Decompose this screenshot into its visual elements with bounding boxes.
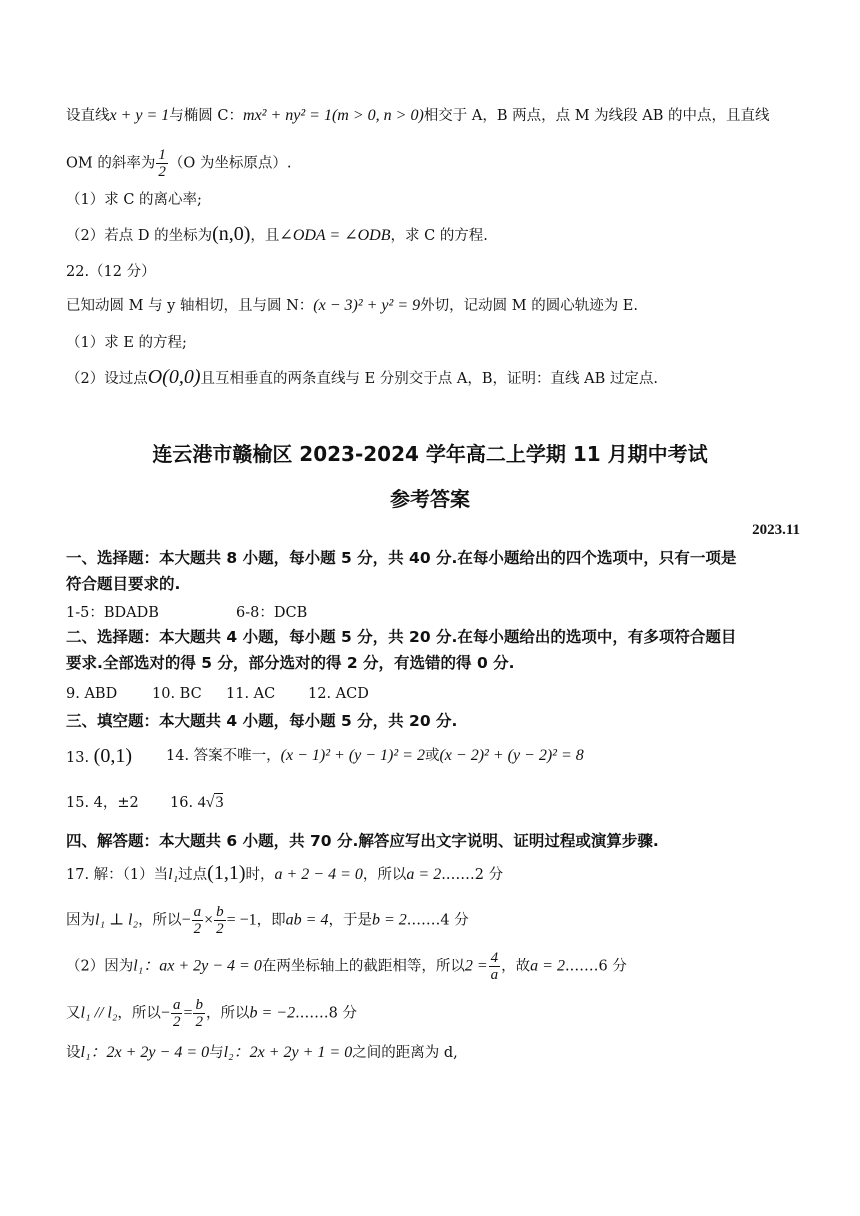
q22-part2: （2）设过点O(0,0)且互相垂直的两条直线与 E 分别交于点 A，B，证明：直线 AB 过定点. (66, 366, 658, 388)
answer-date: 2023.11 (752, 522, 800, 538)
solution-17-line1: 17. 解：（1）当l₁过点(1,1)时，a + 2 − 4 = 0，所以a = 2.……2 分 (66, 862, 504, 884)
answers-1-5: 1-5：BDADB (66, 605, 159, 621)
q22-line1: 已知动圆 M 与 y 轴相切，且与圆 N：(x − 3)² + y² = 9外切，记动圆 M 的圆心轨迹为 E. (66, 297, 638, 314)
text: OM 的斜率为 (66, 155, 156, 172)
section-3-heading: 三、填空题：本大题共 4 小题，每小题 5 分，共 20 分. (66, 712, 458, 730)
text: 相交于 A，B 两点，点 M 为线段 AB 的中点，且直线 (423, 108, 770, 124)
text: 设直线 (66, 108, 110, 124)
equation: (n,0) (212, 223, 251, 245)
solution-17-line3: （2）因为l₁：ax + 2y − 4 = 0在两坐标轴上的截距相等，所以2 = $\frac{4}{a}$ ，故a = 2.……6 分 (66, 950, 627, 983)
solution-17-line5: 设l₁：2x + 2y − 4 = 0与l₂：2x + 2y + 1 = 0之间的距离为 d, (66, 1044, 458, 1061)
section-1-heading: 一、选择题：本大题共 8 小题，每小题 5 分，共 40 分.在每小题给出的四个选项中，只有一项是 符合题目要求的. (66, 549, 737, 593)
answers-15-16: 15. 4，±2 16. 4√3 (66, 794, 224, 811)
q21-part2: （2）若点 D 的坐标为(n,0)，且∠ODA = ∠ODB，求 C 的方程. (66, 223, 488, 245)
answers-1-8 (66, 603, 792, 623)
answers-13-14: 13. (0,1) 14. 答案不唯一，(x − 1)² + (y − 1)² = 2或(x − 2)² + (y − 2)² = 8 (66, 745, 584, 767)
q22-title: 22.（12 分） (66, 264, 156, 280)
text: （O 为坐标原点）. (168, 155, 292, 172)
section-2-heading: 二、选择题：本大题共 4 小题，每小题 5 分，共 20 分.在每小题给出的选项中，有多项符合题目 要求.全部选对的得 5 分，部分选对的得 2 分，有选错的得 0 分. (66, 628, 737, 672)
answers-9-12 (66, 684, 792, 704)
answer-10: 10. BC (152, 686, 202, 702)
answer-16: 4√3 (197, 794, 224, 811)
answer-subtitle: 参考答案 (390, 487, 470, 511)
q21-part1: （1）求 C 的离心率; (66, 192, 202, 208)
q22-part1: （1）求 E 的方程; (66, 335, 187, 351)
fraction: $\frac{1}{2}$ (158, 147, 166, 180)
q21-line1 (66, 106, 792, 126)
section-4-heading: 四、解答题：本大题共 6 小题，共 70 分.解答应写出文字说明、证明过程或演算步骤. (66, 832, 659, 850)
solution-17-line2: 因为l₁ ⊥ l₂，所以− $\frac{a}{2}$ × $\frac{b}{2}$ = −1，即ab = 4，于是b = 2.……4 分 (66, 904, 469, 937)
answer-13: (0,1) (93, 745, 132, 767)
answer-14-eq2: (x − 2)² + (y − 2)² = 8 (439, 747, 584, 764)
answers-6-8: 6-8：DCB (236, 605, 308, 621)
solution-17-line4: 又l₁ // l₂，所以− $\frac{a}{2}$ = $\frac{b}{2}$ ，所以b = −2.……8 分 (66, 997, 358, 1030)
answer-14-eq1: (x − 1)² + (y − 1)² = 2 (280, 747, 425, 764)
equation: x + y = 1 (109, 107, 170, 124)
answer-9: 9. ABD (66, 686, 118, 702)
answer-11: 11. AC (226, 686, 276, 702)
text: 与椭圆 C： (169, 108, 244, 124)
q21-line2 (66, 147, 792, 180)
answer-title: 连云港市赣榆区 2023-2024 学年高二上学期 11 月期中考试 (152, 442, 708, 466)
answer-15: 15. 4，±2 (66, 795, 139, 811)
answer-12: 12. ACD (308, 686, 369, 702)
equation: ∠ODA = ∠ODB (279, 227, 391, 244)
equation: mx² + ny² = 1(m > 0, n > 0) (243, 107, 424, 124)
equation: (x − 3)² + y² = 9 (313, 297, 421, 314)
equation: O(0,0) (147, 366, 201, 388)
